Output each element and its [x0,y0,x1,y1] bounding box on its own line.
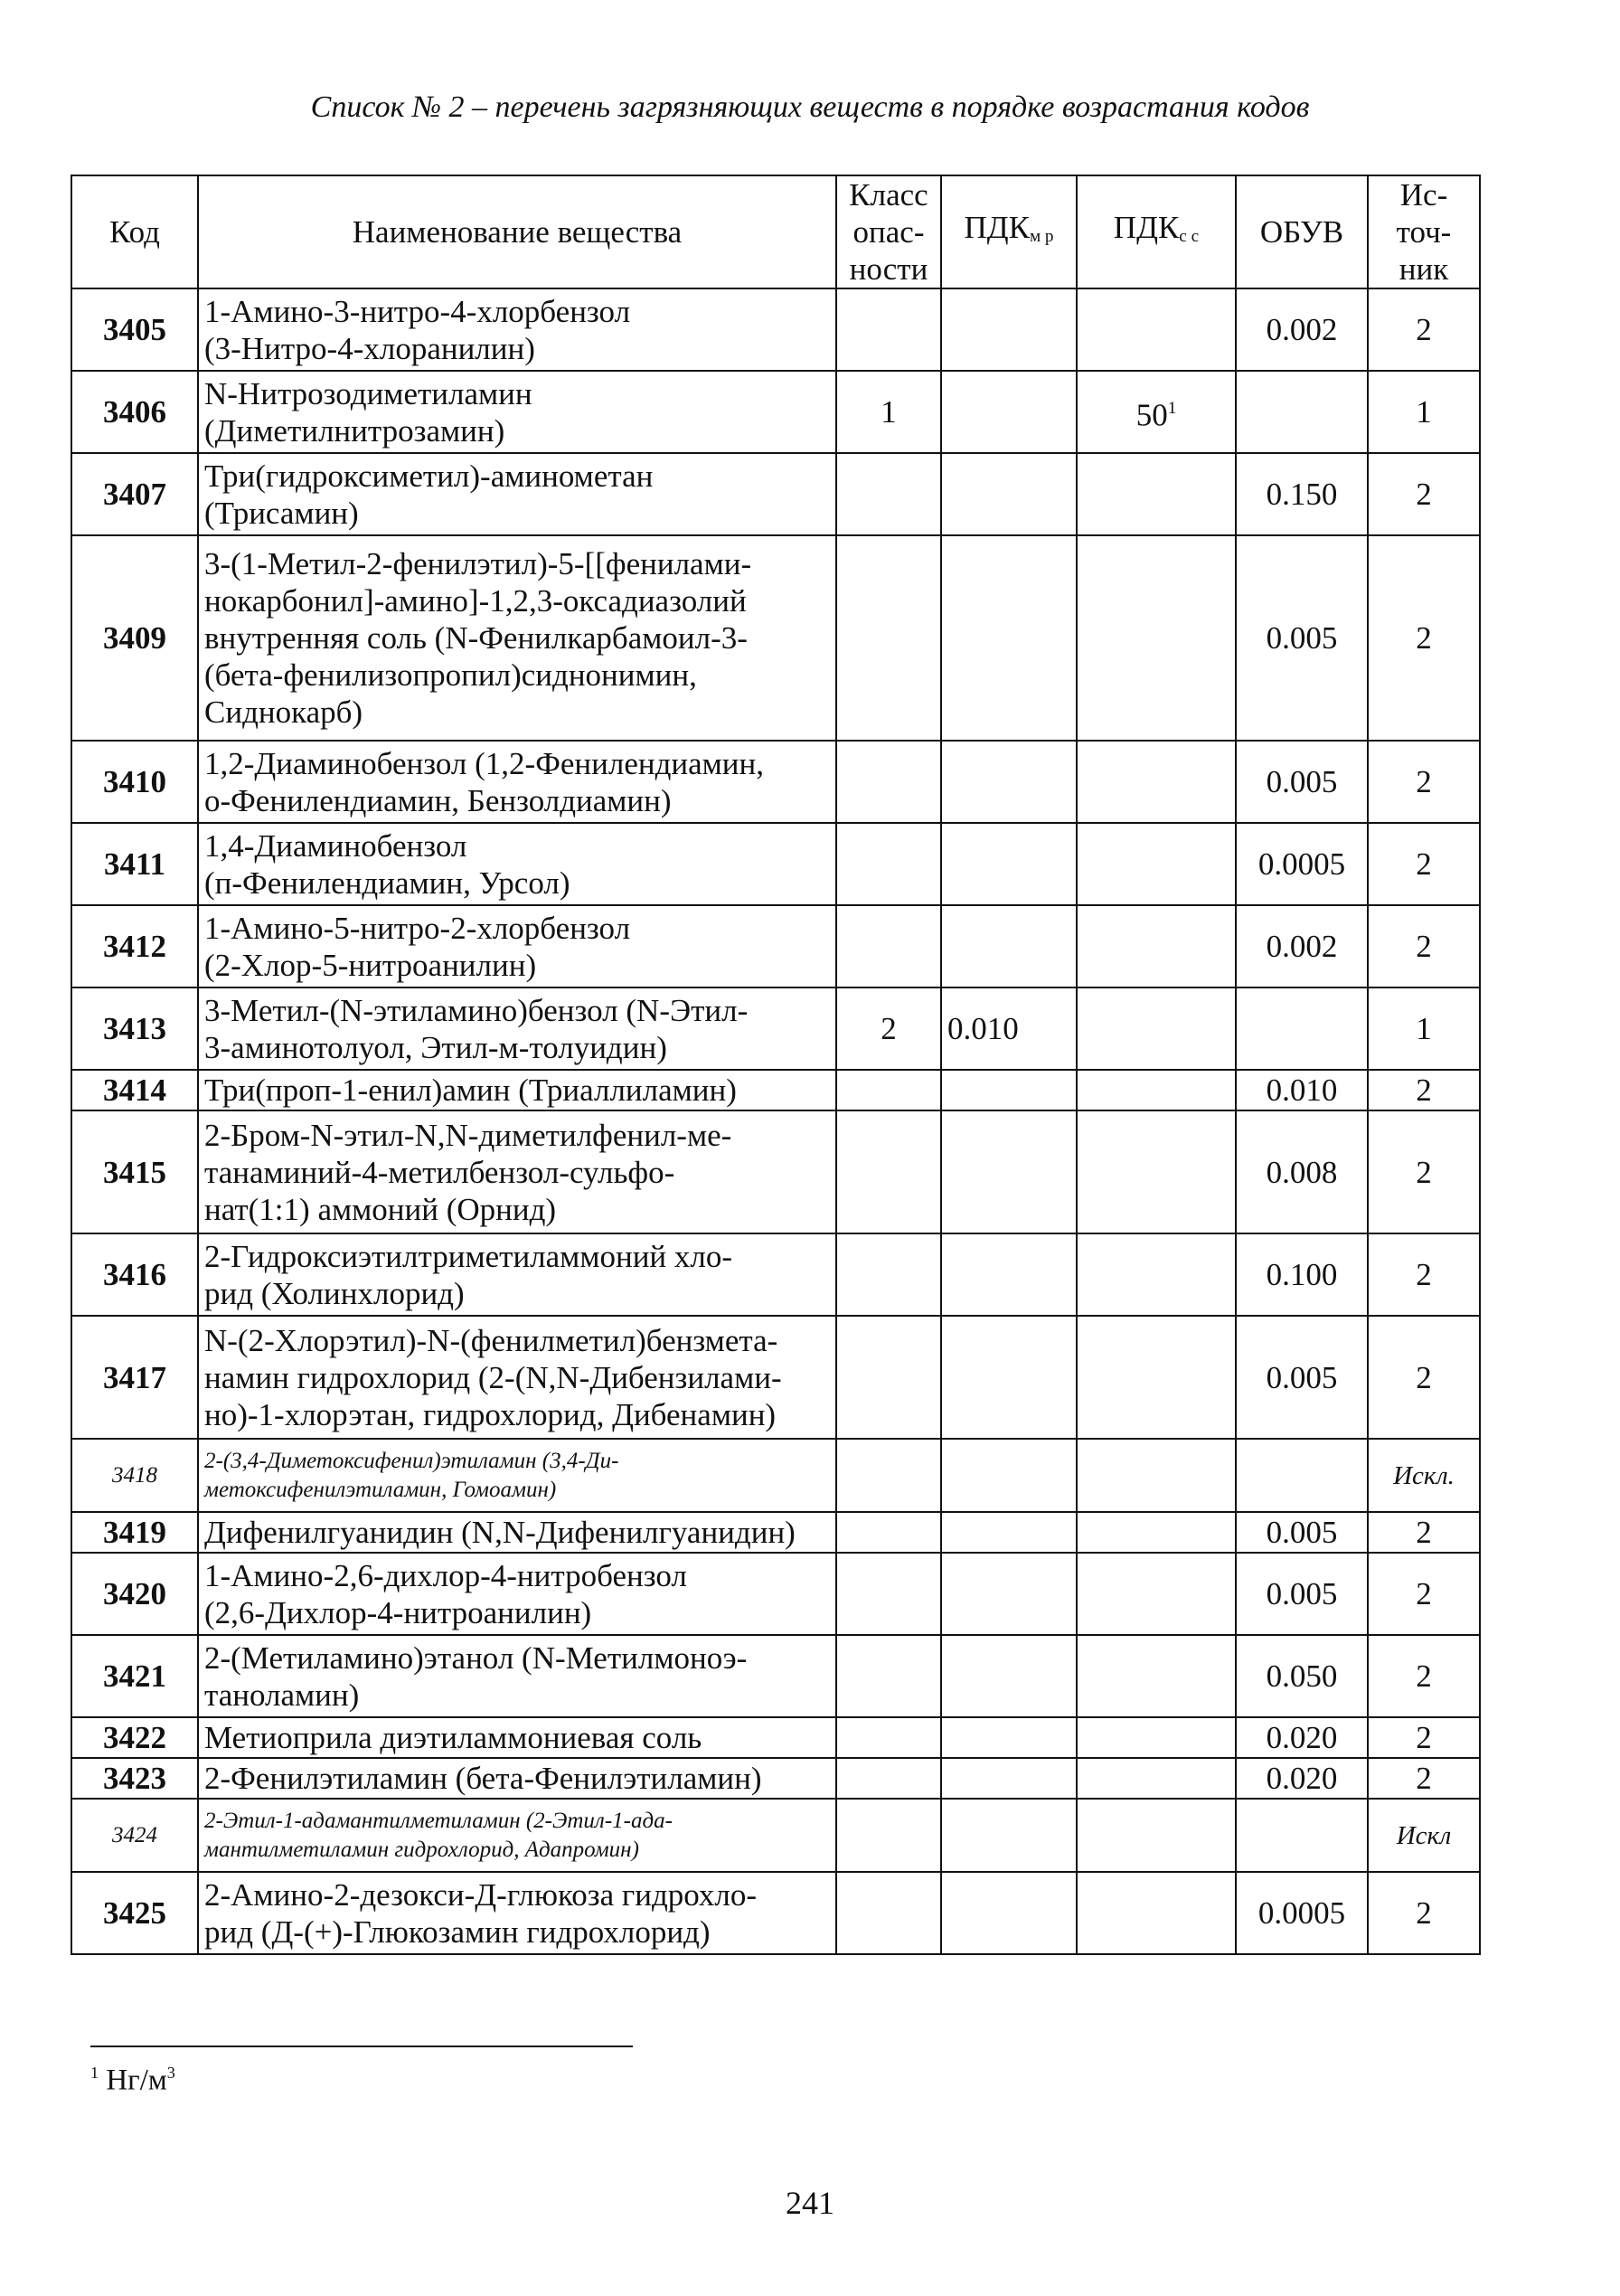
hazard-class [836,823,941,905]
header-source [1368,175,1480,288]
substance-name-line: Метиоприла диэтиламмониевая соль [204,1720,702,1755]
hazard-class: 2 [836,987,941,1070]
pdk-ss-cell [1077,1553,1236,1635]
pdk-mr-value [941,1717,1077,1758]
source-value: Искл. [1368,1439,1480,1512]
hazard-class [836,453,941,535]
substance-name-line: Сиднокарб) [204,694,363,730]
substance-name [198,1758,836,1799]
obuv-value: 0.005 [1236,1512,1368,1553]
obuv-value [1236,371,1368,453]
substance-name-line: 2-Гидроксиэтилтриметиламмоний хло- [204,1238,733,1274]
pdk-ss-cell [1077,1070,1236,1110]
table-row [71,1799,1480,1872]
header-pdk-ss [1077,175,1236,288]
substance-name-line: мантилметиламин гидрохлорид, Адапромин) [204,1837,639,1862]
source-value: 2 [1368,1553,1480,1635]
substance-name-line: намин гидрохлорид (2-(N,N-Дибензилами- [204,1359,782,1395]
source-value: 2 [1368,1233,1480,1316]
table-row [71,1070,1480,1110]
substance-name-line: 3-(1-Метил-2-фенилэтил)-5-[[фенилами- [204,546,752,581]
header-pdk-mr [941,175,1077,288]
obuv-value: 0.010 [1236,1070,1368,1110]
substance-name-line: 2-Фенилэтиламин (бета-Фенилэтиламин) [204,1761,762,1796]
substance-name-line: 2-Этил-1-адамантилметиламин (2-Этил-1-ада- [204,1808,673,1833]
source-value: 2 [1368,1872,1480,1954]
substance-name-line: Дифенилгуанидин (N,N-Дифенилгуанидин) [204,1515,796,1550]
substance-name-line: 1-Амино-2,6-дихлор-4-нитробензол [204,1557,687,1593]
substance-name-line: 3-аминотолуол, Этил-м-толуидин) [204,1029,667,1065]
substance-code: 3407 [71,453,198,535]
substance-name-line: нокарбонил]-амино]-1,2,3-оксадиазолий [204,583,747,619]
pdk-ss-cell [1077,535,1236,741]
obuv-value [1236,987,1368,1070]
substance-name-line: Три(проп-1-енил)амин (Триаллиламин) [204,1072,737,1108]
substance-name [198,1717,836,1758]
substance-code: 3420 [71,1553,198,1635]
pdk-ss-cell [1077,823,1236,905]
footnote-text: Нг/м [106,2064,167,2097]
substance-name-line: 1,4-Диаминобензол [204,827,467,864]
pdk-mr-value [941,535,1077,741]
pdk-ss-cell [1077,741,1236,823]
substance-name-line: N-(2-Хлорэтил)-N-(фенилметил)бензмета- [204,1322,778,1358]
header-pdk-mr-base: ПДК [964,210,1030,246]
source-value: 1 [1368,371,1480,453]
substances-table [71,175,1481,1955]
substance-name [198,371,836,453]
footnote-mark: 1 [90,2064,99,2082]
obuv-value: 0.100 [1236,1233,1368,1316]
pdk-mr-value [941,1635,1077,1717]
substance-name [198,823,836,905]
substance-name [198,1872,836,1954]
substance-code: 3418 [71,1439,198,1512]
substance-code: 3410 [71,741,198,823]
pdk-mr-value [941,1758,1077,1799]
substance-name [198,1553,836,1635]
substance-name-line: 2-Амино-2-дезокси-Д-глюкоза гидрохло- [204,1876,757,1913]
source-value: 2 [1368,1070,1480,1110]
table-row [71,1635,1480,1717]
header-name: Наименование вещества [198,175,836,288]
hazard-class [836,1717,941,1758]
pdk-mr-value [941,1512,1077,1553]
hazard-class [836,288,941,371]
substance-name-line: рид (Д-(+)-Глюкозамин гидрохлорид) [204,1913,711,1950]
obuv-value: 0.002 [1236,905,1368,987]
hazard-class [836,1872,941,1954]
substance-name-line: (Трисамин) [204,495,359,531]
substance-name-line: (3-Нитро-4-хлоранилин) [204,330,535,366]
hazard-class [836,1635,941,1717]
substance-name-line: Три(гидроксиметил)-аминометан [204,458,654,494]
pdk-mr-value [941,1070,1077,1110]
source-value: 2 [1368,823,1480,905]
table-row [71,1233,1480,1316]
substance-name-line: таноламин) [204,1677,360,1713]
hazard-class [836,1758,941,1799]
source-value: 2 [1368,1758,1480,1799]
substance-name-line: нат(1:1) аммоний (Орнид) [204,1191,557,1227]
substance-code: 3413 [71,987,198,1070]
substance-name-line: но)-1-хлорэтан, гидрохлорид, Дибенамин) [204,1396,777,1432]
table-row [71,535,1480,741]
hazard-class: 1 [836,371,941,453]
substance-name-line: рид (Холинхлорид) [204,1275,465,1311]
hazard-class [836,1110,941,1233]
substance-code: 3425 [71,1872,198,1954]
substance-name [198,1512,836,1553]
substance-name-line: 3-Метил-(N-этиламино)бензол (N-Этил- [204,992,749,1028]
header-pdk-mr-sub: м р [1029,226,1054,246]
obuv-value: 0.002 [1236,288,1368,371]
pdk-mr-value [941,371,1077,453]
hazard-class [836,1439,941,1512]
table-row [71,1553,1480,1635]
pdk-mr-value [941,453,1077,535]
table-row [71,1439,1480,1512]
pdk-mr-value [941,741,1077,823]
obuv-value: 0.008 [1236,1110,1368,1233]
pdk-ss-cell [1077,905,1236,987]
substance-code: 3411 [71,823,198,905]
table-row [71,905,1480,987]
pdk-ss-cell [1077,1110,1236,1233]
hazard-class [836,741,941,823]
hazard-class [836,1553,941,1635]
substance-name-line: 2-(Метиламино)этанол (N-Метилмоноэ- [204,1639,748,1676]
obuv-value: 0.050 [1236,1635,1368,1717]
substance-name [198,453,836,535]
source-value: 2 [1368,741,1480,823]
table-row [71,453,1480,535]
pdk-ss-cell [1077,1635,1236,1717]
substance-name-line: 1,2-Диаминобензол (1,2-Фенилендиамин, [204,745,765,781]
source-value: 2 [1368,288,1480,371]
pdk-mr-value: 0.010 [941,987,1077,1070]
pdk-mr-value [941,1316,1077,1439]
hazard-class [836,1070,941,1110]
footnote [90,2064,175,2098]
substance-code: 3405 [71,288,198,371]
table-body [71,288,1480,1954]
table-row [71,741,1480,823]
substance-name-line: (бета-фенилизопропил)сиднонимин, [204,657,697,693]
substance-code: 3419 [71,1512,198,1553]
table-header-row [71,175,1480,288]
obuv-value: 0.005 [1236,1553,1368,1635]
substance-name-line: 2-(3,4-Диметоксифенил)этиламин (3,4-Ди- [204,1448,619,1473]
obuv-value: 0.020 [1236,1758,1368,1799]
substance-name-line: (Диметилнитрозамин) [204,412,505,449]
hazard-class [836,1233,941,1316]
substance-code: 3415 [71,1110,198,1233]
pdk-ss-value: 50 [1135,397,1168,433]
pdk-ss-cell [1077,1799,1236,1872]
substance-name [198,1070,836,1110]
footnote-rule [90,2046,633,2047]
substance-name [198,741,836,823]
header-hazard-class-line: ности [849,251,928,287]
page-title: Список № 2 – перечень загрязняющих веществ в порядке возрастания кодов [310,90,1310,124]
substance-name [198,1635,836,1717]
pdk-ss-cell [1077,1233,1236,1316]
pdk-ss-cell [1077,1512,1236,1553]
footnote-sup: 3 [166,2064,175,2082]
header-code: Код [71,175,198,288]
substance-name-line: танаминий-4-метилбензол-сульфо- [204,1154,675,1190]
substance-name-line: внутренняя соль (N-Фенилкарбамоил-3- [204,620,748,656]
header-source-line: ник [1399,251,1449,287]
table-row [71,1758,1480,1799]
source-value: 2 [1368,1512,1480,1553]
substance-code: 3423 [71,1758,198,1799]
table-row [71,1316,1480,1439]
source-value: 2 [1368,453,1480,535]
obuv-value: 0.0005 [1236,1872,1368,1954]
header-source-line: точ- [1396,214,1452,250]
substance-name-line: 2-Бром-N-этил-N,N-диметилфенил-ме- [204,1117,732,1153]
pdk-mr-value [941,823,1077,905]
table-row [71,371,1480,453]
substance-name [198,288,836,371]
substance-code: 3416 [71,1233,198,1316]
substance-name-line: 1-Амино-5-нитро-2-хлорбензол [204,910,631,946]
obuv-value: 0.150 [1236,453,1368,535]
pdk-ss-cell [1077,453,1236,535]
hazard-class [836,1512,941,1553]
pdk-ss-cell [1077,288,1236,371]
pdk-ss-cell [1077,371,1236,453]
substance-code: 3412 [71,905,198,987]
substance-code: 3417 [71,1316,198,1439]
substance-code: 3409 [71,535,198,741]
pdk-ss-cell [1077,1717,1236,1758]
source-value: 2 [1368,905,1480,987]
source-value: 2 [1368,1717,1480,1758]
obuv-value [1236,1439,1368,1512]
page-number: 241 [786,2185,834,2221]
substance-name [198,1110,836,1233]
substance-name [198,1316,836,1439]
hazard-class [836,1799,941,1872]
source-value: 2 [1368,535,1480,741]
table-row [71,288,1480,371]
substance-name [198,1799,836,1872]
pdk-mr-value [941,1110,1077,1233]
pdk-ss-cell [1077,1439,1236,1512]
substance-code: 3424 [71,1799,198,1872]
substance-name [198,1439,836,1512]
substance-name-line: (2-Хлор-5-нитроанилин) [204,947,537,983]
pdk-ss-cell [1077,1758,1236,1799]
pdk-mr-value [941,1553,1077,1635]
header-source-line: Ис- [1399,177,1448,213]
source-value: 2 [1368,1316,1480,1439]
table-row [71,1872,1480,1954]
substance-code: 3414 [71,1070,198,1110]
substance-name-line: (п-Фенилендиамин, Урсол) [204,865,570,901]
table-row [71,987,1480,1070]
source-value: 1 [1368,987,1480,1070]
substance-code: 3421 [71,1635,198,1717]
substance-name-line: (2,6-Дихлор-4-нитроанилин) [204,1594,592,1630]
source-value: Искл [1368,1799,1480,1872]
obuv-value [1236,1799,1368,1872]
pdk-mr-value [941,1799,1077,1872]
pdk-mr-value [941,1233,1077,1316]
pdk-ss-cell [1077,987,1236,1070]
header-hazard-class-line: опас- [852,214,925,250]
header-obuv: ОБУВ [1236,175,1368,288]
pdk-ss-cell [1077,1872,1236,1954]
hazard-class [836,905,941,987]
substance-code: 3406 [71,371,198,453]
obuv-value: 0.005 [1236,741,1368,823]
substance-name [198,1233,836,1316]
obuv-value: 0.005 [1236,1316,1368,1439]
header-hazard-class-line: Класс [849,177,928,213]
header-hazard-class [836,175,941,288]
hazard-class [836,535,941,741]
substance-name-line: о-Фенилендиамин, Бензолдиамин) [204,782,672,818]
source-value: 2 [1368,1110,1480,1233]
pdk-mr-value [941,288,1077,371]
obuv-value: 0.0005 [1236,823,1368,905]
table-row [71,1512,1480,1553]
substance-name-line: метоксифенилэтиламин, Гомоамин) [204,1477,557,1502]
pdk-mr-value [941,1872,1077,1954]
pdk-mr-value [941,905,1077,987]
pdk-ss-cell [1077,1316,1236,1439]
substance-name [198,905,836,987]
table-row [71,823,1480,905]
substance-code: 3422 [71,1717,198,1758]
pdk-mr-value [941,1439,1077,1512]
pdk-ss-footnote-mark: 1 [1167,399,1177,419]
hazard-class [836,1316,941,1439]
substance-name [198,535,836,741]
header-pdk-ss-sub: с с [1179,226,1200,246]
substance-name-line: N-Нитрозодиметиламин [204,375,532,411]
table-row [71,1717,1480,1758]
header-pdk-ss-base: ПДК [1113,210,1180,246]
substance-name-line: 1-Амино-3-нитро-4-хлорбензол [204,293,631,329]
substance-name [198,987,836,1070]
table-row [71,1110,1480,1233]
source-value: 2 [1368,1635,1480,1717]
obuv-value: 0.020 [1236,1717,1368,1758]
obuv-value: 0.005 [1236,535,1368,741]
